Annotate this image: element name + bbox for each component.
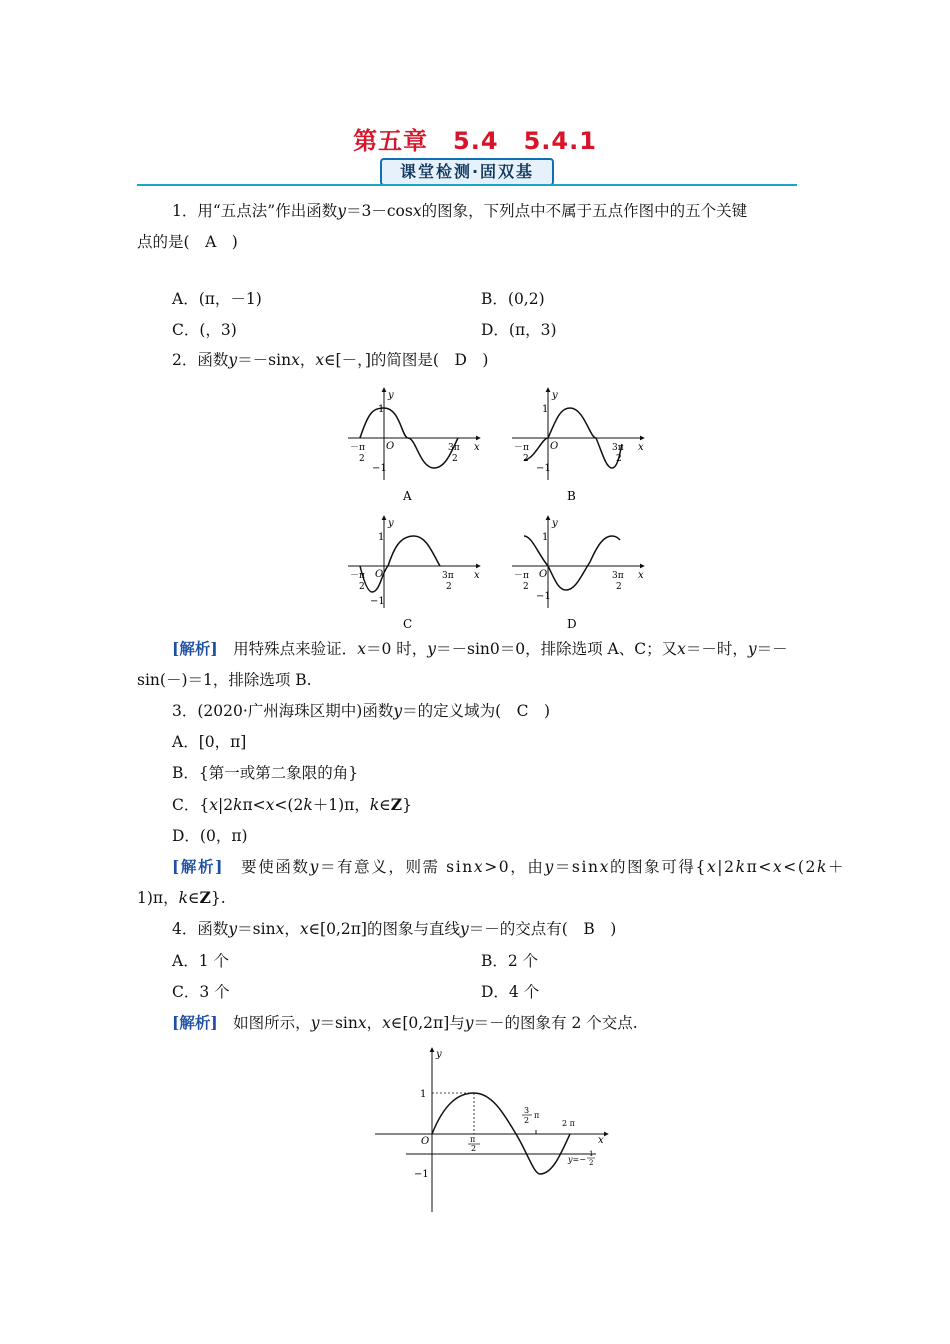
tick-pi-half-num: π [470, 1135, 476, 1144]
tick-minus-one: −1 [370, 596, 385, 607]
q4-jiexi-5: ＝－的图象有 2 个交点. [473, 1014, 638, 1032]
q4-option-a: A．1 个 [172, 952, 229, 970]
tick-one: 1 [420, 1089, 427, 1100]
var-y: y [337, 202, 346, 220]
x-axis-label: x [474, 442, 480, 453]
q2-graph-a [348, 388, 480, 503]
y-axis-label: y [436, 1049, 442, 1060]
tick-minus-one: −1 [536, 591, 551, 602]
line-label-num: 1 [589, 1150, 594, 1158]
q2-answer: D [454, 351, 467, 369]
var-x: x [357, 640, 366, 658]
var-y: y [427, 640, 436, 658]
q1-number: 1． [172, 202, 198, 220]
q3-option-b: B．{第一或第二象限的角} [172, 764, 359, 782]
q2-graphs [330, 380, 660, 630]
q3-opt-c-6: ∈ [379, 796, 391, 814]
q3-number: 3． [172, 702, 198, 720]
y-axis-label: y [388, 390, 394, 401]
q4-number: 4． [172, 920, 198, 938]
tick-den: 2 [359, 454, 365, 464]
analysis-tag: [解析] [172, 1013, 218, 1032]
var-x: x [599, 858, 610, 876]
q3-jiexi-9: ＋ [828, 858, 846, 876]
graph-label-a: A [403, 489, 412, 503]
tick-minus-one: −1 [414, 1169, 429, 1180]
q1-option-c: C．(，3) [172, 321, 237, 339]
line-label: y=− [568, 1155, 586, 1164]
q2-number: 2． [172, 351, 198, 369]
q4-text-e: ＝－的交点有( [468, 920, 584, 938]
q4-analysis [172, 1013, 638, 1033]
q2-analysis [172, 639, 788, 659]
q3-jiexi-13: }. [210, 889, 226, 907]
var-x: x [265, 796, 275, 814]
q4-text-b: ＝sin [237, 920, 276, 938]
q4-text-f: ) [594, 920, 617, 938]
var-x: x [412, 202, 422, 220]
q3-opt-c-2: |2 [217, 796, 234, 814]
tick-three-pi: 3π [442, 571, 454, 581]
line-label-den: 2 [589, 1159, 594, 1167]
var-x: x [677, 640, 686, 658]
q3-jiexi-7: π< [746, 858, 773, 876]
var-y: y [228, 351, 238, 369]
q1-stem-cont [137, 232, 238, 252]
origin-label: O [539, 569, 548, 580]
q3-opt-c-8: } [402, 796, 412, 814]
header-divider [137, 184, 797, 186]
tick-den: 2 [523, 454, 529, 464]
q3-analysis-cont [137, 888, 226, 908]
q3-opt-c-4: <(2 [274, 796, 304, 814]
q2-jiexi-5: ＝－ [756, 640, 788, 658]
tick-one: 1 [542, 532, 549, 543]
y-axis-label: y [388, 518, 394, 529]
q2-jiexi-2: ＝0 时， [365, 640, 428, 658]
q4-answer: B [583, 920, 595, 938]
var-y: y [464, 1014, 474, 1032]
tick-den: 2 [446, 582, 452, 592]
tick-three-pi: 3π [612, 443, 624, 453]
tick-den: 2 [616, 582, 622, 592]
tick-den: 2 [452, 454, 458, 464]
var-k: k [233, 796, 243, 814]
q1-text-a: 用“五点法”作出函数 [197, 202, 338, 220]
q2-text-a: 函数 [197, 351, 229, 369]
var-y: y [393, 702, 403, 720]
var-y: y [459, 920, 469, 938]
q4-jiexi-1: 如图所示， [217, 1014, 311, 1032]
var-y: y [747, 640, 757, 658]
tick-neg-pi: －π [350, 571, 365, 581]
tick-neg-pi: －π [514, 571, 529, 581]
q3-jiexi-5: 的图象可得{ [609, 858, 707, 876]
tick-one: 1 [542, 404, 549, 415]
q3-option-d: D．(0，π) [172, 827, 248, 845]
q1-text-e: ) [216, 233, 238, 251]
q3-answer: C [516, 702, 529, 720]
origin-label: O [421, 1136, 430, 1147]
q3-jiexi-11: ∈ [188, 889, 200, 907]
var-y: y [309, 858, 320, 876]
analysis-tag: [解析] [172, 857, 225, 876]
q4-stem [172, 919, 616, 939]
q3-opt-c-5: ＋1)π， [312, 796, 370, 814]
var-k: k [178, 889, 189, 907]
analysis-tag: [解析] [172, 639, 218, 658]
var-x: x [357, 1014, 367, 1032]
q2-graph-b [512, 388, 644, 503]
q2-text-c: ， [299, 351, 316, 369]
q2-jiexi-3: ＝－sin0＝0，排除选项 A、C；又 [436, 640, 678, 658]
q1-option-b: B．(0,2) [481, 290, 545, 308]
var-x: x [382, 1014, 391, 1032]
var-x: x [291, 351, 300, 369]
q2-jiexi-4: ＝－时， [685, 640, 748, 658]
var-x: x [299, 920, 309, 938]
tick-minus-one: −1 [536, 463, 551, 474]
var-k: k [817, 858, 828, 876]
var-x: x [473, 858, 485, 876]
q3-opt-c-3: π< [242, 796, 266, 814]
var-x: x [772, 858, 784, 876]
q3-opt-c-1: C．{ [172, 796, 210, 814]
y-axis-label: y [552, 390, 558, 401]
q3-jiexi-4: ＝sin [554, 858, 600, 876]
tick-one: 1 [378, 532, 385, 543]
tick-three-half-num: 3 [524, 1106, 530, 1115]
q1-text-b: ＝3－cos [346, 202, 413, 220]
var-y: y [310, 1014, 320, 1032]
q3-jiexi-8: <(2 [783, 858, 817, 876]
q2-graph-c [348, 516, 480, 630]
q3-stem [172, 701, 550, 721]
tick-den: 2 [523, 582, 529, 592]
q2-jiexi-1: 用特殊点来验证． [217, 640, 358, 658]
x-axis-label: x [474, 570, 480, 581]
q2-stem [172, 350, 488, 370]
var-x: x [315, 351, 325, 369]
q3-text-c: ) [528, 702, 551, 720]
q4-text-c: ， [284, 920, 300, 938]
tick-three-pi: 3π [612, 571, 624, 581]
q4-option-c: C．3 个 [172, 983, 230, 1001]
q1-option-a: A．(π，－1) [172, 290, 262, 308]
q1-option-d: D．(π，3) [481, 321, 557, 339]
q3-option-a: A．[0，π] [172, 733, 247, 751]
origin-label: O [375, 569, 384, 580]
q4-option-d: D．4 个 [481, 983, 540, 1001]
tick-three-half-pi: π [534, 1111, 540, 1120]
q1-text-c: 的图象，下列点中不属于五点作图中的五个关键 [421, 202, 748, 220]
set-z: Z [199, 888, 211, 907]
q2-text-e: ) [466, 351, 489, 369]
q1-answer: A [205, 233, 217, 251]
set-z: Z [390, 795, 403, 814]
q3-jiexi-2: ＝有意义，则需 sin [319, 858, 474, 876]
tick-neg-pi: －π [350, 443, 365, 453]
q1-stem [172, 201, 747, 221]
graph-label-b: B [567, 489, 576, 503]
var-k: k [735, 858, 747, 876]
var-k: k [369, 796, 380, 814]
tick-den: 2 [359, 582, 365, 592]
x-axis-label: x [638, 442, 644, 453]
q3-analysis [172, 857, 845, 877]
var-x: x [706, 858, 718, 876]
q4-jiexi-4: ∈[0,2π]与 [390, 1014, 465, 1032]
q3-text-b: ＝的定义域为( [402, 702, 517, 720]
graph-label-d: D [567, 617, 577, 630]
q4-option-b: B．2 个 [481, 952, 539, 970]
q3-option-c [172, 795, 412, 815]
origin-label: O [386, 441, 395, 452]
q4-jiexi-2: ＝sin [319, 1014, 358, 1032]
q3-text-a: (2020·广州海珠区期中)函数 [197, 702, 394, 720]
origin-label: O [550, 441, 559, 452]
q4-text-a: 函数 [197, 920, 229, 938]
q2-analysis-cont: sin(－)＝1，排除选项 B. [137, 671, 312, 689]
tick-pi-half-den: 2 [471, 1144, 477, 1153]
q2-text-b: ＝－sin [237, 351, 292, 369]
var-x: x [209, 796, 218, 814]
q2-text-d: ∈[－，]的简图是( [324, 351, 455, 369]
graph-label-c: C [403, 617, 413, 630]
q4-text-d: ∈[0,2π]的图象与直线 [308, 920, 460, 938]
q1-text-d: 点的是( [137, 233, 206, 251]
section-badge: 课堂检测·固双基 [380, 158, 554, 186]
tick-neg-pi: －π [514, 443, 529, 453]
var-x: x [275, 920, 285, 938]
q4-jiexi-3: ， [366, 1014, 383, 1032]
tick-three-pi: 3π [448, 443, 460, 453]
q3-jiexi-6: |2 [717, 858, 736, 876]
q4-graph [370, 1040, 620, 1215]
var-y: y [228, 920, 238, 938]
tick-one: 1 [378, 404, 385, 415]
tick-three-half-den: 2 [524, 1116, 530, 1125]
q3-jiexi-1: 要使函数 [224, 858, 310, 876]
x-axis-label: x [598, 1135, 604, 1146]
y-axis-label: y [552, 518, 558, 529]
q3-jiexi-3: >0，由 [484, 858, 545, 876]
x-axis-label: x [638, 570, 644, 581]
tick-minus-one: −1 [372, 463, 387, 474]
var-y: y [544, 858, 555, 876]
q3-jiexi-10: 1)π， [137, 889, 179, 907]
var-k: k [303, 796, 313, 814]
tick-den: 2 [616, 454, 622, 464]
q2-graph-d [512, 516, 644, 630]
page-title: 第五章 5.4 5.4.1 [353, 127, 597, 155]
tick-two-pi: 2 π [562, 1119, 575, 1128]
